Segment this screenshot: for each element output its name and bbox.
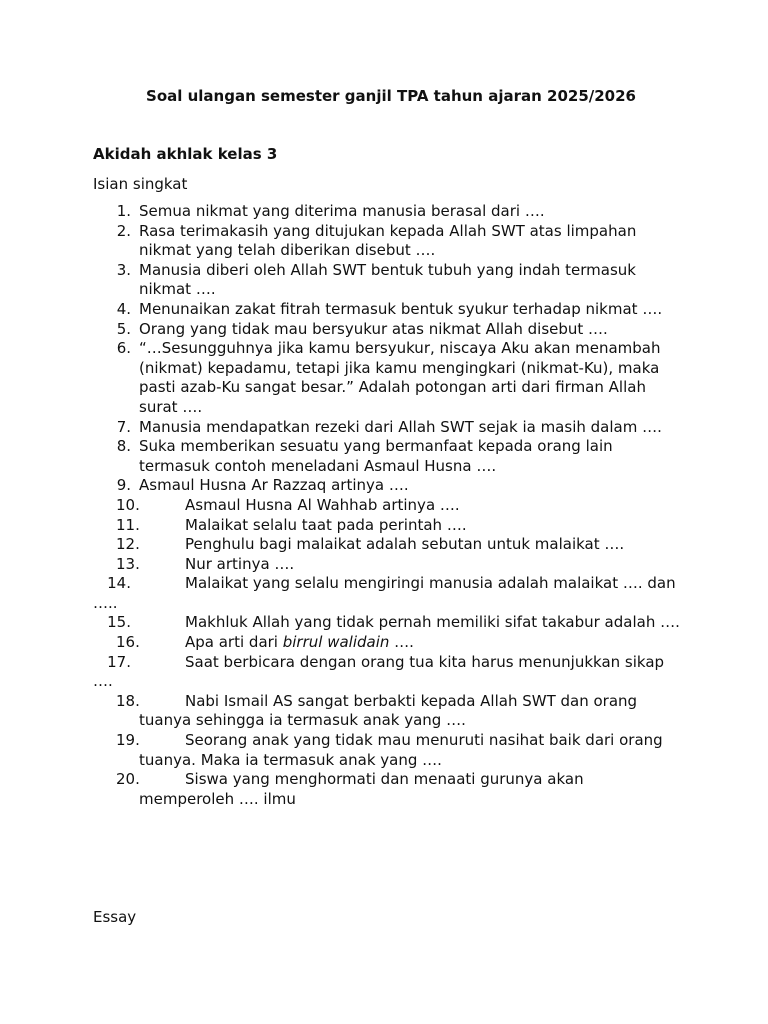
essay-section-label: Essay: [93, 908, 137, 926]
question-number: 13.: [116, 554, 140, 573]
question-text: Nabi Ismail AS sangat berbakti kepada Allah SWT dan orang tuanya sehingga ia termasuk anak yang ….: [139, 691, 638, 730]
question-number: 17.: [107, 652, 131, 671]
question-item: [93, 496, 683, 516]
question-number: 19.: [116, 731, 140, 750]
question-item: [93, 437, 683, 476]
question-item: [93, 516, 683, 536]
question-number: 18.: [116, 691, 140, 710]
question-text: Manusia diberi oleh Allah SWT bentuk tubuh yang indah termasuk nikmat ….: [139, 260, 636, 299]
question-text: Rasa terimakasih yang ditujukan kepada Allah SWT atas limpahan nikmat yang telah diberikan disebut ….: [139, 221, 637, 260]
question-item: [93, 222, 683, 261]
question-item: [93, 535, 683, 555]
question-text: Asmaul Husna Al Wahhab artinya ….: [185, 495, 460, 514]
short-answer-section-label: Isian singkat: [93, 175, 188, 193]
question-text: [139, 633, 414, 651]
question-text: Makhluk Allah yang tidak pernah memiliki sifat takabur adalah ….: [185, 613, 680, 632]
question-text-start: Apa arti dari: [185, 633, 283, 652]
question-number: 1.: [116, 202, 131, 220]
question-text: “…Sesungguhnya jika kamu bersyukur, niscaya Aku akan menambah (nikmat) kepadamu, tetapi jika kamu mengingkari (nikmat-Ku), maka pasti azab-Ku sangat besar.” Adalah potongan arti dari firman Allah surat ….: [139, 339, 661, 416]
question-text: Menunaikan zakat fitrah termasuk bentuk syukur terhadap nikmat ….: [139, 299, 663, 318]
question-text: Siswa yang menghormati dan menaati gurunya akan memperoleh …. ilmu: [139, 770, 584, 808]
question-item: [93, 300, 683, 320]
question-number: 8.: [116, 437, 131, 456]
question-text: Malaikat yang selalu mengiringi manusia adalah malaikat …. dan …..: [93, 574, 676, 612]
question-number: 9.: [116, 476, 131, 495]
question-number: 14.: [107, 574, 131, 593]
question-item: [93, 692, 683, 731]
question-number: 12.: [116, 535, 140, 554]
question-text: Suka memberikan sesuatu yang bermanfaat kepada orang lain termasuk contoh meneladani Asmaul Husna ….: [139, 437, 613, 475]
question-text: Manusia mendapatkan rezeki dari Allah SWT sejak ia masih dalam ….: [139, 417, 662, 436]
question-number: 4.: [116, 299, 131, 318]
document-title: Soal ulangan semester ganjil TPA tahun ajaran 2025/2026: [146, 87, 636, 105]
question-item: [93, 731, 683, 770]
question-text: Penghulu bagi malaikat adalah sebutan untuk malaikat ….: [185, 535, 625, 554]
question-number: 16.: [116, 633, 140, 652]
question-item: [93, 613, 683, 633]
question-item: [93, 476, 683, 496]
question-number: 2.: [116, 221, 131, 240]
question-number: 15.: [107, 613, 131, 632]
question-text-end: ….: [389, 633, 414, 652]
question-number: 7.: [116, 417, 131, 436]
question-list: [93, 202, 683, 809]
question-item: [93, 320, 683, 340]
question-number: 20.: [116, 770, 140, 789]
question-number: 11.: [116, 515, 140, 534]
question-text: Nur artinya ….: [185, 554, 295, 573]
subject-heading: Akidah akhlak kelas 3: [93, 145, 278, 163]
question-item: [93, 770, 683, 809]
question-text: Asmaul Husna Ar Razzaq artinya ….: [139, 476, 409, 495]
question-item: [93, 555, 683, 575]
question-text: Seorang anak yang tidak mau menuruti nasihat baik dari orang tuanya. Maka ia termasuk anak yang ….: [139, 731, 663, 769]
question-item: [93, 653, 683, 692]
question-item: [93, 633, 683, 653]
question-text: Orang yang tidak mau bersyukur atas nikmat Allah disebut ….: [139, 319, 608, 338]
question-text-italic: birrul walidain: [282, 633, 390, 652]
question-number: 3.: [116, 260, 131, 279]
question-item: [93, 574, 683, 613]
question-item: [93, 418, 683, 438]
question-text: Malaikat selalu taat pada perintah ….: [185, 515, 467, 534]
question-item: [93, 339, 683, 417]
question-text: Semua nikmat yang diterima manusia berasal dari ….: [139, 202, 545, 220]
question-item: [93, 202, 683, 222]
question-number: 10.: [116, 495, 140, 514]
question-text: Saat berbicara dengan orang tua kita harus menunjukkan sikap ….: [93, 652, 665, 691]
question-number: 6.: [116, 339, 131, 358]
question-item: [93, 261, 683, 300]
question-number: 5.: [116, 319, 131, 338]
